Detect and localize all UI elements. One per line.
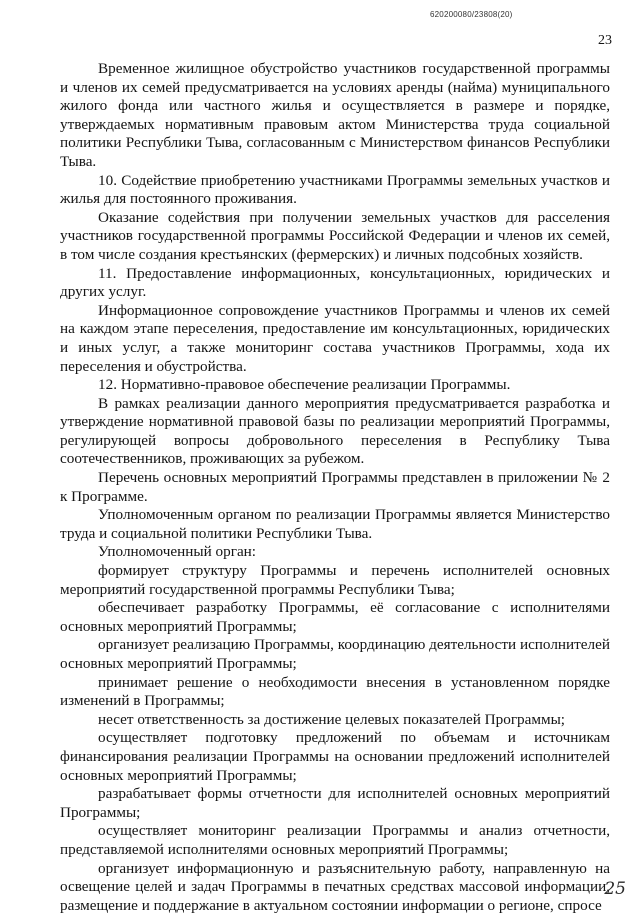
paragraph-item-11: 11. Предоставление информационных, консультационных, юридических и других услуг. <box>60 264 610 301</box>
list-item-development: обеспечивает разработку Программы, её согласование с исполнителями основных мероприятий Программы; <box>60 599 610 635</box>
paragraph-appendix-ref: Перечень основных мероприятий Программы представлен в приложении № 2 к Программе. <box>60 469 610 505</box>
paragraph-info-support: Информационное сопровождение участников Программы и членов их семей на каждом этапе переселения, предоставление им консультационных, юридических и иных услуг, а также мониторинг состава участников Программы, хода их переселения и обустройства. <box>60 301 610 375</box>
document-code: 620200080/23808(20) <box>430 10 513 19</box>
list-item-implementation: организует реализацию Программы, координацию деятельности исполнителей основных мероприятий Программы; <box>60 636 610 672</box>
paragraph-authorized-body-heading: Уполномоченный орган: <box>98 543 257 561</box>
list-item-information-work: организует информационную и разъяснительную работу, направленную на освещение целей и задач Программы в печатных средствах массовой информации, размещение и поддержание в актуальном состоянии информации о регионе, спросе <box>60 859 610 914</box>
paragraph-item-10: 10. Содействие приобретению участниками Программы земельных участков и жилья для постоянного проживания. <box>60 171 610 208</box>
paragraph-legal-base: В рамках реализации данного мероприятия предусматривается разработка и утверждение нормативной правовой базы по реализации мероприятий Программы, регулирующей вопросы добровольного переселения в Республику Тыва соотечественников, проживающих за рубежом. <box>60 394 610 468</box>
list-item-responsibility: несет ответственность за достижение целевых показателей Программы; <box>98 710 566 728</box>
list-item-reporting-forms: разрабатывает формы отчетности для исполнителей основных мероприятий Программы; <box>60 785 610 821</box>
handwritten-page-mark: 25 <box>604 879 626 899</box>
list-item-monitoring: осуществляет мониторинг реализации Программы и анализ отчетности, представляемой исполнителями основных мероприятий Программы; <box>60 822 610 858</box>
page-number: 23 <box>598 33 612 48</box>
list-item-structure: формирует структуру Программы и перечень исполнителей основных мероприятий государственной программы Республики Тыва; <box>60 562 610 598</box>
paragraph-housing: Временное жилищное обустройство участников государственной программы и членов их семей предусматривается на условиях аренды (найма) муниципального жилого фонда или частного жилья и осуществляется в размере и порядке, утверждаемых нормативным правовым актом Министерства труда социальной политики Республики Тыва, согласованным с Министерством финансов Республики Тыва. <box>60 60 610 170</box>
paragraph-item-12: 12. Нормативно-правовое обеспечение реализации Программы. <box>98 376 511 394</box>
document-body <box>60 60 610 915</box>
paragraph-authorized-body: Уполномоченным органом по реализации Программы является Министерство труда и социальной политики Республики Тыва. <box>60 506 610 542</box>
paragraph-land-assistance: Оказание содействия при получении земельных участков для расселения участников государственной программы Российской Федерации и членов их семей, в том числе создания крестьянских (фермерских) и личных подсобных хозяйств. <box>60 208 610 263</box>
list-item-financing: осуществляет подготовку предложений по объемам и источникам финансирования реализации Программы на основании предложений исполнителей основных мероприятий Программы; <box>60 729 610 784</box>
list-item-amendments: принимает решение о необходимости внесения в установленном порядке изменений в Программы; <box>60 673 610 710</box>
